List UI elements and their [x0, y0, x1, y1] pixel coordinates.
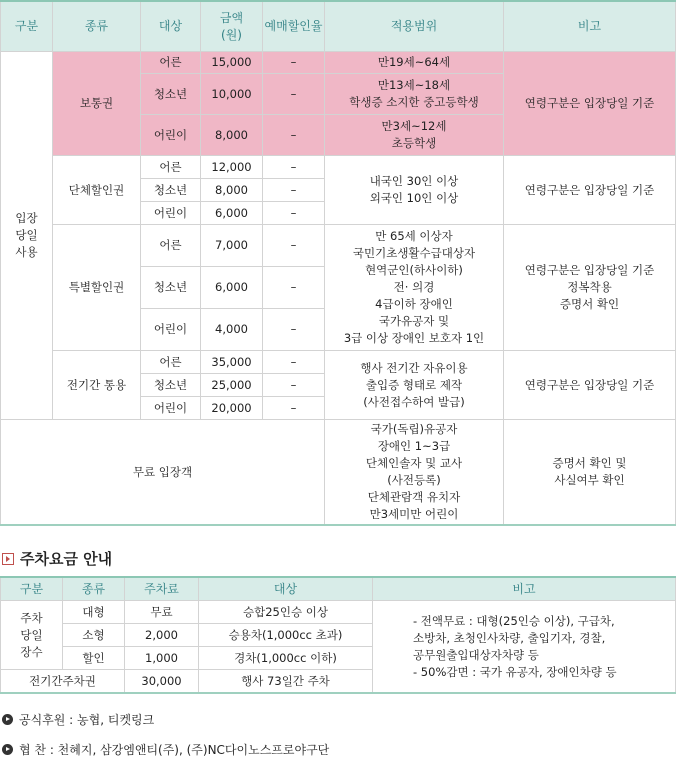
scope-cell: 만13세~18세 학생증 소지한 중고등학생: [325, 74, 504, 115]
scope-cell: 만3세~12세 초등학생: [325, 115, 504, 156]
note-cell: 연령구분은 입장당일 기준: [504, 52, 676, 156]
table-row: [1, 156, 676, 179]
discount-cell: –: [263, 225, 325, 267]
fee-cell: 무료: [125, 601, 199, 624]
price-cell: 10,000: [201, 74, 263, 115]
scope-cell: 만19세~64세: [325, 52, 504, 74]
header-scope: 적용범위: [325, 1, 504, 52]
table-row: [1, 225, 676, 267]
header-type: 종류: [63, 577, 125, 601]
discount-cell: –: [263, 374, 325, 397]
price-cell: 6,000: [201, 202, 263, 225]
scope-cell: 행사 전기간 자유이용 출입증 형태로 제작 (사전접수하여 발급): [325, 351, 504, 420]
cooperation-line: [2, 741, 329, 758]
price-cell: 12,000: [201, 156, 263, 179]
table-row: [1, 601, 676, 624]
note-cell: - 전액무료 : 대형(25인승 이상), 구급차, 소방차, 초청인사차량, 출입기자, 경찰, 공무원출입대상자차량 등 - 50%감면 : 국가 유공자, 장애인차량 등: [373, 601, 676, 694]
note-cell: 증명서 확인 및 사실여부 확인: [504, 420, 676, 526]
header-row: [1, 1, 676, 52]
target-cell: 어린이: [141, 202, 201, 225]
table-row: [1, 420, 676, 526]
discount-cell: –: [263, 397, 325, 420]
target-cell: 청소년: [141, 374, 201, 397]
header-type: 종류: [53, 1, 141, 52]
header-target: 대상: [141, 1, 201, 52]
target-cell: 어린이: [141, 115, 201, 156]
price-cell: 25,000: [201, 374, 263, 397]
discount-cell: –: [263, 115, 325, 156]
ticket-type: 단체할인권: [53, 156, 141, 225]
header-fee: 주차료: [125, 577, 199, 601]
target-cell: 어린이: [141, 397, 201, 420]
header-discount: 예매할인율: [263, 1, 325, 52]
target-cell: 행사 73일간 주차: [199, 670, 373, 694]
fee-cell: 2,000: [125, 624, 199, 647]
price-cell: 20,000: [201, 397, 263, 420]
sponsor-line: [2, 711, 154, 728]
category-cell: 주차 당일 장수: [1, 601, 63, 670]
bullet-arrow-icon: [2, 714, 13, 725]
header-row: [1, 577, 676, 601]
discount-cell: –: [263, 74, 325, 115]
price-cell: 6,000: [201, 267, 263, 309]
type-cell: 대형: [63, 601, 125, 624]
target-cell: 어린이: [141, 309, 201, 351]
table-row: [1, 351, 676, 374]
ticket-type: 전기간 통용: [53, 351, 141, 420]
season-pass-label: 전기간주차권: [1, 670, 125, 694]
scope-cell: 국가(독립)유공자 장애인 1~3급 단체인솔자 및 교사 (사전등록) 단체관람객 유치자 만3세미만 어린이: [325, 420, 504, 526]
price-cell: 7,000: [201, 225, 263, 267]
category-cell: 입장 당일 사용: [1, 52, 53, 420]
ticket-type: 보통권: [53, 52, 141, 156]
header-note: 비고: [373, 577, 676, 601]
discount-cell: –: [263, 351, 325, 374]
target-cell: 어른: [141, 351, 201, 374]
target-cell: 어른: [141, 52, 201, 74]
parking-section-heading: [2, 548, 112, 569]
header-target: 대상: [199, 577, 373, 601]
price-cell: 4,000: [201, 309, 263, 351]
target-cell: 승용차(1,000cc 초과): [199, 624, 373, 647]
price-cell: 35,000: [201, 351, 263, 374]
fee-cell: 30,000: [125, 670, 199, 694]
bullet-arrow-icon: [2, 744, 13, 755]
ticket-type: 특별할인권: [53, 225, 141, 351]
free-admission-label: 무료 입장객: [1, 420, 325, 526]
price-cell: 15,000: [201, 52, 263, 74]
target-cell: 어른: [141, 156, 201, 179]
discount-cell: –: [263, 202, 325, 225]
header-category: 구분: [1, 1, 53, 52]
sponsor-text: 공식후원 : 농협, 티켓링크: [19, 713, 155, 727]
target-cell: 경차(1,000cc 이하): [199, 647, 373, 670]
discount-cell: –: [263, 267, 325, 309]
type-cell: 할인: [63, 647, 125, 670]
note-cell: 연령구분은 입장당일 기준 정복착용 증명서 확인: [504, 225, 676, 351]
discount-cell: –: [263, 179, 325, 202]
discount-cell: –: [263, 52, 325, 74]
price-cell: 8,000: [201, 115, 263, 156]
discount-cell: –: [263, 309, 325, 351]
header-price: 금액 (원): [201, 1, 263, 52]
target-cell: 어른: [141, 225, 201, 267]
scope-cell: 만 65세 이상자 국민기초생활수급대상자 현역군인(하사이하) 전· 의경 4급이하 장애인 국가유공자 및 3급 이상 장애인 보호자 1인: [325, 225, 504, 351]
fee-cell: 1,000: [125, 647, 199, 670]
type-cell: 소형: [63, 624, 125, 647]
header-category: 구분: [1, 577, 63, 601]
section-arrow-icon: [2, 553, 14, 565]
target-cell: 청소년: [141, 179, 201, 202]
section-title: 주차요금 안내: [20, 550, 113, 568]
target-cell: 승합25인승 이상: [199, 601, 373, 624]
cooperation-text: 협 찬 : 천혜지, 삼강엠앤티(주), (주)NC다이노스프로야구단: [19, 743, 330, 757]
discount-cell: –: [263, 156, 325, 179]
target-cell: 청소년: [141, 74, 201, 115]
target-cell: 청소년: [141, 267, 201, 309]
parking-fee-table: [0, 576, 676, 694]
note-cell: 연령구분은 입장당일 기준: [504, 156, 676, 225]
note-cell: 연령구분은 입장당일 기준: [504, 351, 676, 420]
price-cell: 8,000: [201, 179, 263, 202]
scope-cell: 내국인 30인 이상 외국인 10인 이상: [325, 156, 504, 225]
table-row: [1, 52, 676, 74]
header-note: 비고: [504, 1, 676, 52]
